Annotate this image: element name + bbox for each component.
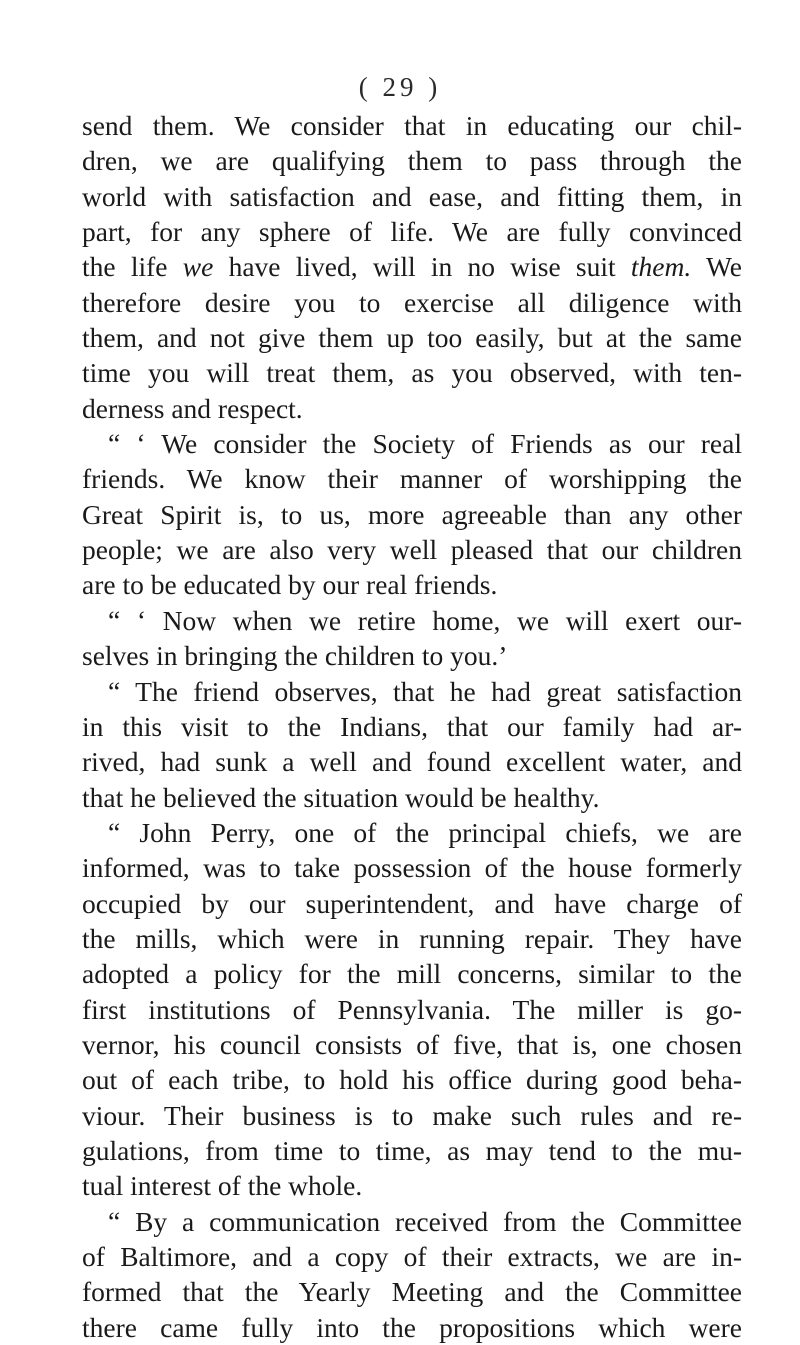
text-line: the mills, which were in running repair. They have: [82, 922, 742, 954]
text-line: time you will treat them, as you observed, with ten-: [82, 357, 742, 389]
text-line: in this visit to the Indians, that our family had ar-: [82, 710, 742, 742]
text-line: dren, we are qualifying them to pass through the: [82, 145, 742, 177]
text-span: the life: [82, 251, 183, 283]
text-line: world with satisfaction and ease, and fitting them, in: [82, 180, 742, 212]
text-line: friends. We know their manner of worshipping the: [82, 463, 742, 495]
text-line: part, for any sphere of life. We are fully convinced: [82, 216, 742, 248]
text-line: them, and not give them up too easily, but at the same: [82, 322, 742, 354]
text-line: viour. Their business is to make such rules and re-: [82, 1099, 742, 1131]
text-line: vernor, his council consists of five, that is, one chosen: [82, 1028, 742, 1060]
text-line: are to be educated by our real friends.: [82, 569, 498, 601]
text-span: We: [691, 251, 742, 283]
text-line: “ By a communication received from the Committee: [108, 1205, 742, 1237]
text-line: Great Spirit is, to us, more agreeable than any other: [82, 498, 742, 530]
text-span: have lived, will in no wise suit: [213, 251, 631, 283]
text-line: of Baltimore, and a copy of their extracts, we are in-: [82, 1241, 742, 1272]
text-line: “ John Perry, one of the principal chiefs, we are: [108, 816, 742, 848]
text-line: that he believed the situation would be healthy.: [82, 781, 600, 813]
text-line: “ ‘ Now when we retire home, we will exert our-: [108, 604, 742, 636]
text-line: out of each tribe, to hold his office during good beha-: [82, 1064, 742, 1096]
body-text: [82, 108, 742, 1345]
page-number: ( 29 ): [358, 72, 442, 102]
text-line: [82, 249, 742, 284]
text-line: rived, had sunk a well and found excellent water, and: [82, 746, 742, 778]
italic-text: we: [182, 251, 214, 283]
text-line: adopted a policy for the mill concerns, similar to the: [82, 958, 742, 990]
text-line: occupied by our superintendent, and have charge of: [82, 887, 742, 919]
text-line: derness and respect.: [82, 392, 303, 424]
text-line: gulations, from time to time, as may tend to the mu-: [82, 1134, 742, 1166]
text-line: there came fully into the propositions which were: [82, 1311, 742, 1343]
text-line: first institutions of Pennsylvania. The miller is go-: [82, 993, 742, 1025]
text-line: “ The friend observes, that he had great satisfaction: [108, 675, 742, 707]
italic-text: them.: [630, 251, 692, 283]
text-line: informed, was to take possession of the house formerly: [82, 852, 742, 884]
text-line: send them. We consider that in educating our chil-: [82, 110, 742, 141]
text-line: formed that the Yearly Meeting and the Committee: [82, 1276, 742, 1308]
text-line: tual interest of the whole.: [82, 1170, 363, 1202]
text-line: “ ‘ We consider the Society of Friends as our real: [108, 428, 742, 460]
text-line: selves in bringing the children to you.’: [82, 640, 508, 672]
text-line: therefore desire you to exercise all diligence with: [82, 286, 742, 318]
text-line: people; we are also very well pleased that our children: [82, 534, 742, 566]
